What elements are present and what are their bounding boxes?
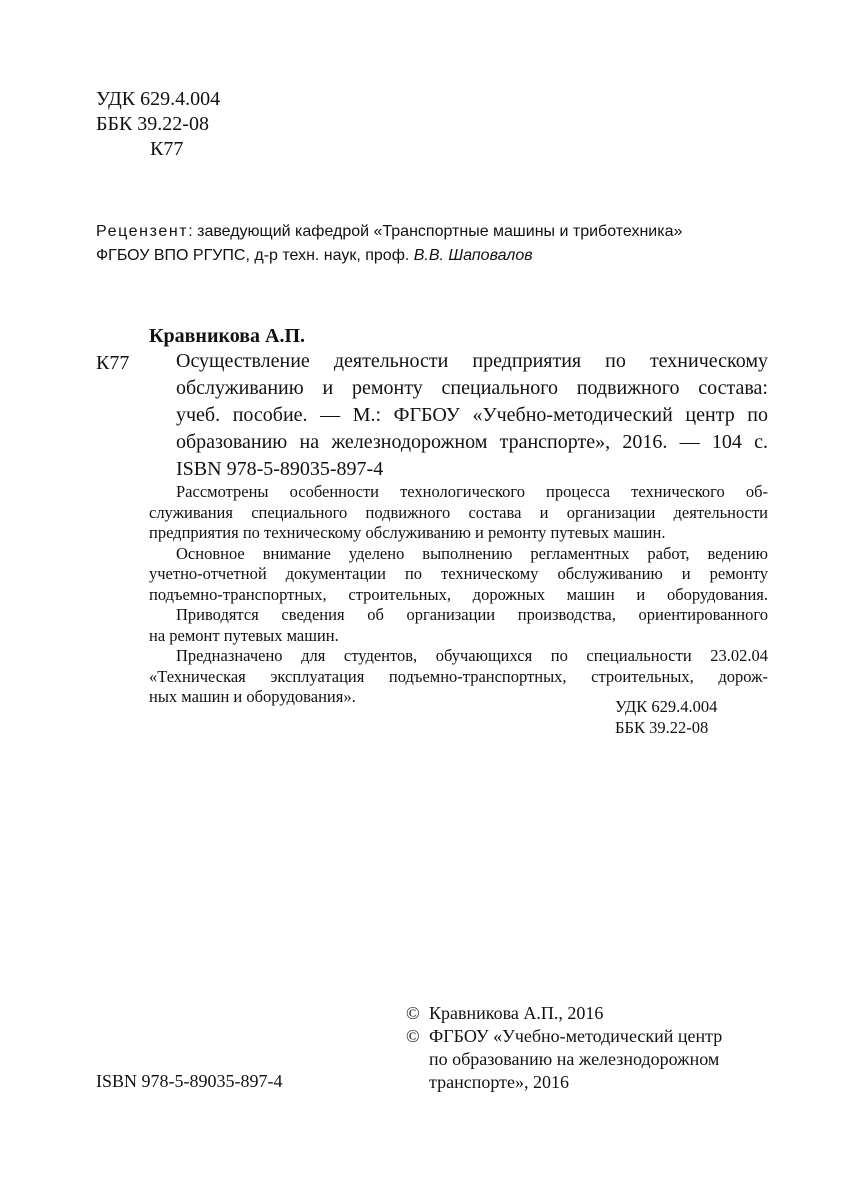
copyright-block [406,1002,722,1094]
author-name: Кравникова А.П. [149,325,306,347]
copyright-symbol: © [406,1003,420,1023]
reviewer-info [96,220,766,268]
copyright-author: Кравникова А.П., 2016 [429,1003,604,1023]
annotation-line: служивания специального подвижного состава и организации деятельности [149,502,768,522]
biblio-line: учеб. пособие. — М.: ФГБОУ «Учебно-методический центр по [176,404,768,426]
isbn-main: ISBN 978-5-89035-897-4 [176,458,384,480]
author-sign-code-left: К77 [96,352,130,374]
reviewer-name: В.В. Шаповалов [413,247,533,264]
annotation [149,482,768,708]
copyright-publisher-cont: по образованию на железнодорожном [429,1049,720,1069]
copyright-publisher: ФГБОУ «Учебно-методический центр [429,1026,723,1046]
udk-block [96,87,220,162]
copyright-symbol: © [406,1026,420,1046]
reviewer-line2: ФГБОУ ВПО РГУПС, д-р техн. наук, проф. [96,247,414,264]
annotation-line: на ремонт путевых машин. [149,625,339,645]
bbk-code: ББК 39.22-08 [96,113,209,135]
annotation-line: «Техническая эксплуатация подъемно-транспортных, строительных, дорож- [149,666,768,686]
udk-code: УДК 629.4.004 [96,88,221,110]
annotation-line: Приводятся сведения об организации производства, ориентированного [176,605,768,624]
reviewer-label: Рецензент [96,223,189,240]
annotation-line: подъемно-транспортных, строительных, дорожных машин и оборудования. [149,584,768,604]
biblio-line: Осуществление деятельности предприятия по техническому [176,350,768,372]
author-sign-code: К77 [150,138,184,160]
biblio-line: образованию на железнодорожном транспорте», 2016. — 104 с. [176,431,768,453]
annotation-line: Основное внимание уделено выполнению регламентных работ, ведению [176,543,768,563]
copyright-publisher-cont: транспорте», 2016 [429,1072,569,1092]
udk-code-right: УДК 629.4.004 [615,697,718,716]
annotation-line: Предназначено для студентов, обучающихся по специальности 23.02.04 [176,646,768,665]
reviewer-line1: : заведующий кафедрой «Транспортные машины и триботехника» [188,223,683,240]
biblio-line: обслуживанию и ремонту специального подвижного состава: [176,377,768,399]
annotation-line: предприятия по техническому обслуживанию и ремонту путевых машин. [149,523,666,542]
annotation-line: ных машин и оборудования». [149,687,356,706]
bbk-code-right: ББК 39.22-08 [615,717,709,737]
annotation-line: учетно-отчетной документации по техническому обслуживанию и ремонту [149,564,768,583]
isbn-footer: ISBN 978-5-89035-897-4 [96,1071,283,1091]
annotation-line: Рассмотрены особенности технологического процесса технического об- [176,482,768,501]
bibliographic-description [176,348,768,456]
udk-right-block [615,697,717,738]
